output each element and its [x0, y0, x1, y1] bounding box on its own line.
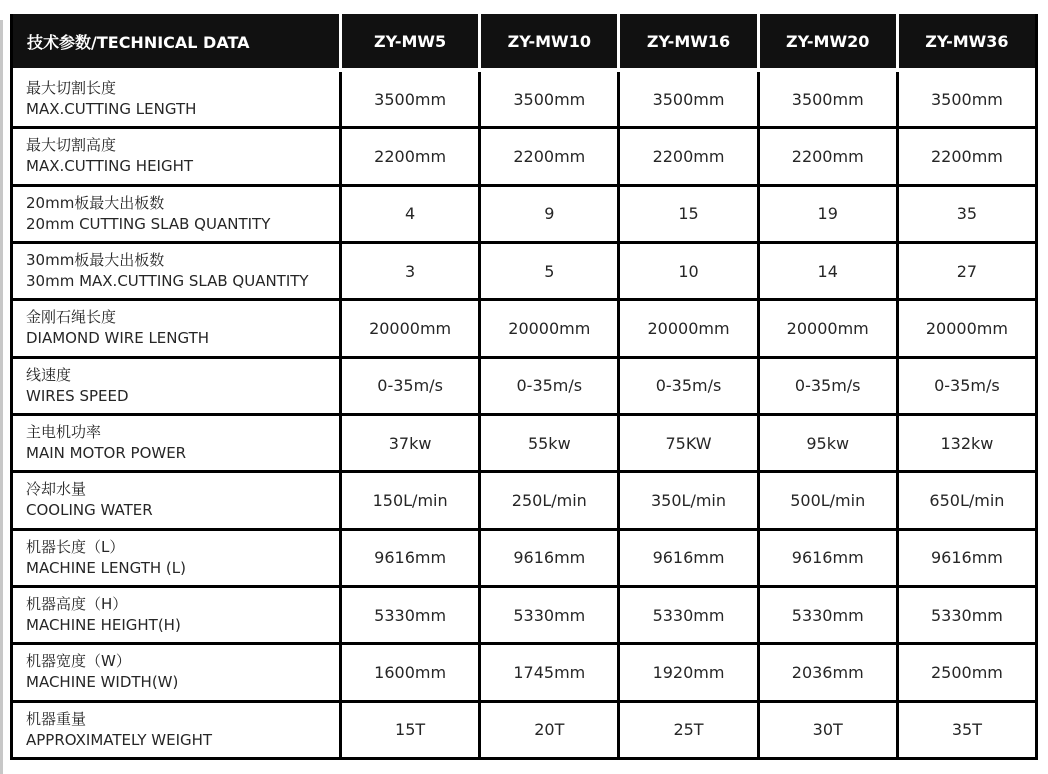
- cell-value: 9616mm: [896, 531, 1035, 585]
- row-label-en: MACHINE WIDTH(W): [26, 673, 179, 692]
- row-label-zh: 机器宽度（W）: [26, 652, 131, 671]
- row-label-zh: 机器长度（L）: [26, 537, 125, 556]
- table-row: [13, 126, 1035, 183]
- row-label-en: APPROXIMATELY WEIGHT: [26, 730, 213, 749]
- cell-value: 0-35m/s: [339, 359, 478, 413]
- cell-value: 55kw: [478, 416, 617, 470]
- row-label-zh: 主电机功率: [26, 423, 102, 442]
- cell-value: 9616mm: [617, 531, 756, 585]
- table-row: [13, 470, 1035, 527]
- cell-value: 5: [478, 244, 617, 298]
- cell-value: 0-35m/s: [896, 359, 1035, 413]
- technical-data-table: [10, 14, 1038, 760]
- table-row: [13, 700, 1035, 757]
- cell-value: 9: [478, 187, 617, 241]
- cell-value: 1600mm: [339, 645, 478, 699]
- cell-value: 75KW: [617, 416, 756, 470]
- row-label: [13, 359, 339, 413]
- row-label-zh: 20mm板最大出板数: [26, 193, 165, 212]
- row-label-en: 30mm MAX.CUTTING SLAB QUANTITY: [26, 272, 309, 291]
- cell-value: 25T: [617, 703, 756, 757]
- cell-value: 4: [339, 187, 478, 241]
- cell-value: 20000mm: [478, 301, 617, 355]
- row-label-zh: 金刚石绳长度: [26, 308, 117, 327]
- row-label-zh: 机器重量: [26, 709, 87, 728]
- cell-value: 19: [757, 187, 896, 241]
- row-label-zh: 机器高度（H）: [26, 595, 128, 614]
- cell-value: 150L/min: [339, 473, 478, 527]
- cell-value: 2200mm: [757, 129, 896, 183]
- cell-value: 5330mm: [896, 588, 1035, 642]
- row-label-en: DIAMOND WIRE LENGTH: [26, 329, 210, 348]
- cell-value: 5330mm: [478, 588, 617, 642]
- cell-value: 9616mm: [757, 531, 896, 585]
- cell-value: 650L/min: [896, 473, 1035, 527]
- cell-value: 3: [339, 244, 478, 298]
- cell-value: 0-35m/s: [757, 359, 896, 413]
- row-label: [13, 531, 339, 585]
- table-row: [13, 642, 1035, 699]
- cell-value: 20000mm: [339, 301, 478, 355]
- cell-value: 2500mm: [896, 645, 1035, 699]
- row-label-en: MACHINE HEIGHT(H): [26, 616, 181, 635]
- cell-value: 2036mm: [757, 645, 896, 699]
- cell-value: 30T: [757, 703, 896, 757]
- cell-value: 132kw: [896, 416, 1035, 470]
- row-label: [13, 72, 339, 126]
- cell-value: 20000mm: [757, 301, 896, 355]
- table-title: 技术参数/TECHNICAL DATA: [13, 14, 339, 68]
- row-label-en: MAX.CUTTING LENGTH: [26, 100, 197, 119]
- cell-value: 9616mm: [478, 531, 617, 585]
- column-header-zy-mw10: ZY-MW10: [478, 14, 617, 68]
- cell-value: 27: [896, 244, 1035, 298]
- row-label: [13, 129, 339, 183]
- table-row: [13, 585, 1035, 642]
- row-label: [13, 645, 339, 699]
- table-row: [13, 298, 1035, 355]
- row-label: [13, 473, 339, 527]
- row-label-zh: 冷却水量: [26, 480, 87, 499]
- column-header-zy-mw36: ZY-MW36: [896, 14, 1035, 68]
- cell-value: 2200mm: [617, 129, 756, 183]
- cell-value: 250L/min: [478, 473, 617, 527]
- row-label: [13, 244, 339, 298]
- cell-value: 15T: [339, 703, 478, 757]
- cell-value: 2200mm: [896, 129, 1035, 183]
- page-edge-strip: [0, 20, 3, 774]
- table-row: [13, 413, 1035, 470]
- cell-value: 350L/min: [617, 473, 756, 527]
- cell-value: 5330mm: [339, 588, 478, 642]
- cell-value: 500L/min: [757, 473, 896, 527]
- table-row: [13, 241, 1035, 298]
- cell-value: 2200mm: [339, 129, 478, 183]
- cell-value: 35T: [896, 703, 1035, 757]
- row-label-en: COOLING WATER: [26, 501, 153, 520]
- cell-value: 5330mm: [617, 588, 756, 642]
- cell-value: 37kw: [339, 416, 478, 470]
- cell-value: 2200mm: [478, 129, 617, 183]
- row-label: [13, 187, 339, 241]
- row-label: [13, 588, 339, 642]
- row-label: [13, 301, 339, 355]
- column-header-zy-mw5: ZY-MW5: [339, 14, 478, 68]
- row-label-zh: 最大切割长度: [26, 79, 117, 98]
- cell-value: 20T: [478, 703, 617, 757]
- cell-value: 0-35m/s: [617, 359, 756, 413]
- cell-value: 3500mm: [757, 72, 896, 126]
- table-header-row: [13, 14, 1035, 68]
- row-label-en: WIRES SPEED: [26, 386, 129, 405]
- table-body: [13, 72, 1035, 757]
- cell-value: 95kw: [757, 416, 896, 470]
- cell-value: 3500mm: [617, 72, 756, 126]
- cell-value: 3500mm: [339, 72, 478, 126]
- row-label-zh: 线速度: [26, 365, 72, 384]
- cell-value: 5330mm: [757, 588, 896, 642]
- row-label-en: MAIN MOTOR POWER: [26, 444, 187, 463]
- row-label: [13, 416, 339, 470]
- cell-value: 9616mm: [339, 531, 478, 585]
- table-row: [13, 72, 1035, 126]
- row-label: [13, 703, 339, 757]
- table-row: [13, 356, 1035, 413]
- cell-value: 1920mm: [617, 645, 756, 699]
- cell-value: 14: [757, 244, 896, 298]
- cell-value: 20000mm: [617, 301, 756, 355]
- cell-value: 20000mm: [896, 301, 1035, 355]
- cell-value: 35: [896, 187, 1035, 241]
- column-header-zy-mw16: ZY-MW16: [617, 14, 756, 68]
- row-label-zh: 最大切割高度: [26, 136, 117, 155]
- cell-value: 10: [617, 244, 756, 298]
- row-label-en: MAX.CUTTING HEIGHT: [26, 157, 194, 176]
- cell-value: 1745mm: [478, 645, 617, 699]
- cell-value: 0-35m/s: [478, 359, 617, 413]
- table-row: [13, 528, 1035, 585]
- row-label-en: MACHINE LENGTH (L): [26, 558, 186, 577]
- cell-value: 3500mm: [896, 72, 1035, 126]
- column-header-zy-mw20: ZY-MW20: [757, 14, 896, 68]
- cell-value: 15: [617, 187, 756, 241]
- cell-value: 3500mm: [478, 72, 617, 126]
- row-label-zh: 30mm板最大出板数: [26, 251, 165, 270]
- table-row: [13, 184, 1035, 241]
- row-label-en: 20mm CUTTING SLAB QUANTITY: [26, 214, 271, 233]
